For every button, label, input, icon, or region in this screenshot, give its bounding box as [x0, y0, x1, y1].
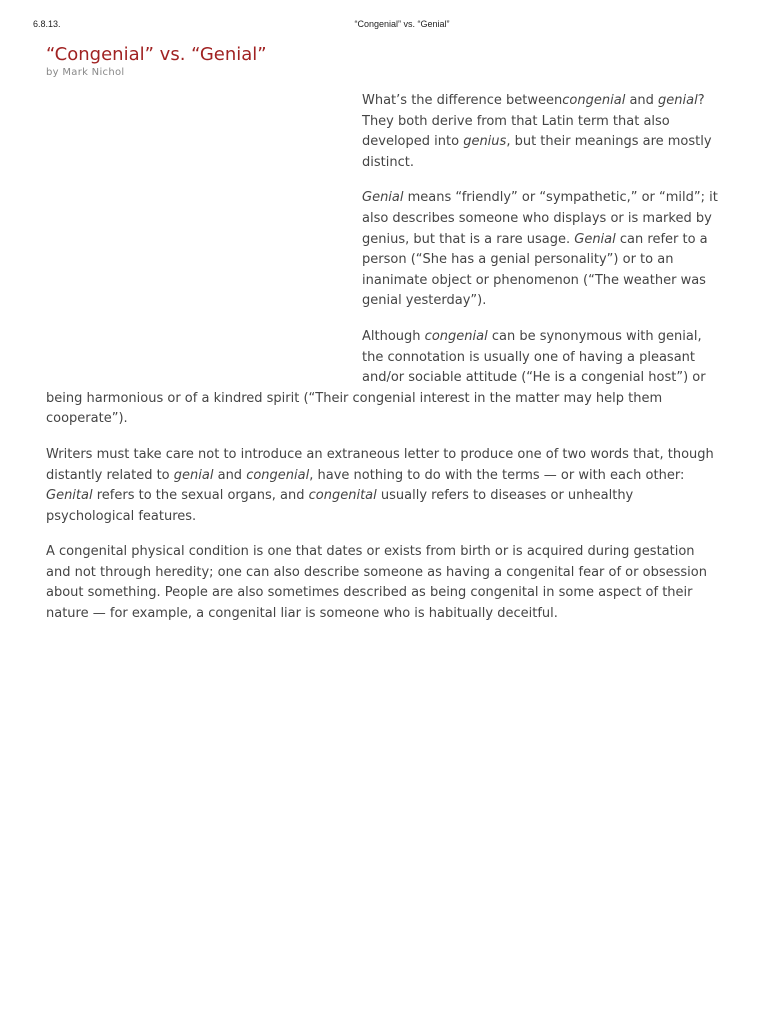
text-run: , have nothing to do with the terms — or with each other:: [309, 467, 685, 483]
text-run: means “friendly” or “sympathetic,” or “mild”; it also describes someone who displays or is marked by genius, but that is a rare usage.: [362, 190, 718, 247]
text-run: refers to the sexual organs, and: [92, 488, 309, 504]
paragraph: [46, 542, 722, 624]
text-run: can refer to a person (“She has a genial personality”) or to an inanimate object or phenomenon (“The weather was genial yesterday”).: [362, 231, 708, 309]
text-run: Although: [362, 328, 425, 344]
text-run: usually refers to diseases or unhealthy psychological features.: [46, 488, 634, 524]
italic-term: Genital: [46, 488, 93, 504]
blank-ad-space: [46, 79, 362, 377]
article-title: “Congenial” vs. “Genial”: [46, 44, 267, 65]
italic-term: Genial: [574, 231, 616, 247]
print-header: [0, 19, 768, 33]
italic-term: congenial: [246, 467, 310, 483]
italic-term: genius: [463, 134, 507, 150]
italic-term: genial: [658, 93, 698, 108]
text-run: What’s the difference between: [362, 93, 563, 108]
italic-term: congenital: [308, 488, 377, 504]
text-run: and: [625, 93, 659, 108]
print-title: “Congenial” vs. “Genial”: [354, 19, 450, 29]
article-byline: by Mark Nichol: [46, 67, 125, 78]
text-run: Writers must take care not to introduce an extraneous letter to produce one of two words that, though distantly related to: [46, 446, 714, 483]
text-run: A congenital physical condition is one that dates or exists from birth or is acquired during gestation and not through heredity; one can also describe someone as having a congenital fear of or obsession about something. People are also sometimes described as being congenital in some aspect of their nature — for example, a congenital liar is someone who is habitually deceitful.: [46, 544, 707, 622]
print-date: 6.8.13.: [33, 19, 61, 29]
italic-term: genial: [173, 467, 214, 483]
article: [46, 43, 722, 640]
paragraph: [46, 445, 722, 527]
italic-term: congenial: [562, 93, 626, 108]
italic-term: Genial: [362, 190, 404, 206]
text-run: , but their meanings are mostly distinct.: [362, 134, 712, 170]
italic-term: congenial: [424, 328, 488, 344]
text-run: and: [213, 467, 247, 483]
text-run: ? They both derive from that Latin term that also developed into: [362, 93, 705, 150]
text-run: can be synonymous with genial, the connotation is usually one of having a pleasant and/or sociable attitude (“He is a congenial host”) or being harmonious or of a kindred spirit (“Their congenial interest in the matter may help them cooperate”).: [46, 328, 706, 427]
